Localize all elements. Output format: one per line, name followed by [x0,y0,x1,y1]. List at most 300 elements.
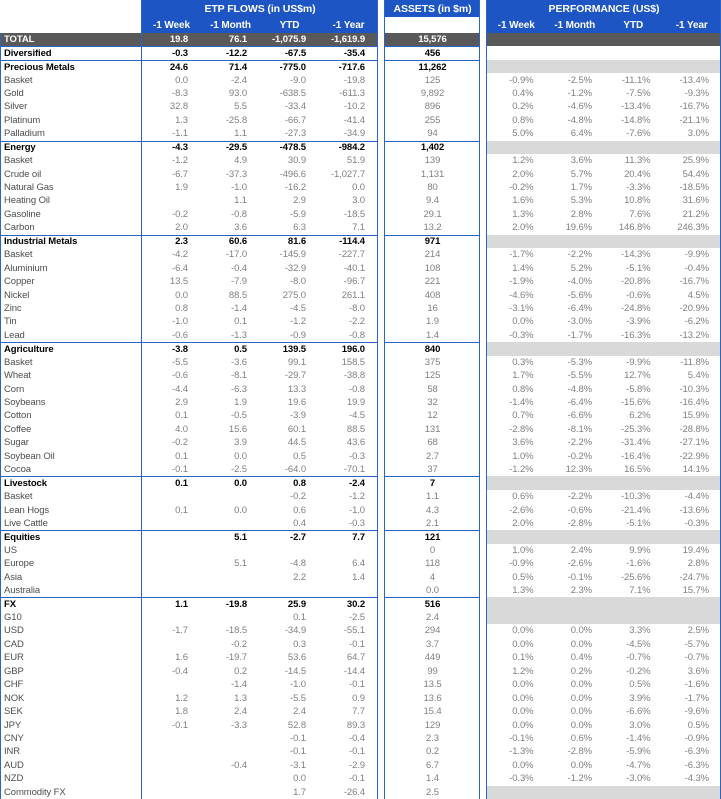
row-label: TOTAL [0,33,142,46]
flow-cell: 0.1 [175,504,188,516]
perf-cell: 15.9% [682,410,709,422]
asset-cell: 12 [427,410,438,422]
flow-cell: -8.3 [172,87,188,99]
flow-cell: 1.2 [175,692,188,704]
asset-cell: 0.0 [426,585,439,597]
perf-cell [663,530,721,543]
flow-cell: 99.1 [287,356,306,368]
flow-cell: 1.3 [234,692,247,704]
flow-cell: -0.1 [349,638,365,650]
table-row [0,194,721,207]
perf-cell: 21.2% [682,208,709,220]
perf-cell: 3.0% [687,128,709,140]
asset-cell: 58 [427,383,438,395]
perf-col-ytd: YTD [604,17,663,33]
flow-cell: 0.0 [352,182,365,194]
asset-cell: 108 [424,262,441,274]
row-label: Industrial Metals [0,235,142,248]
flow-cell: -717.6 [319,60,378,73]
row-label: Lead [4,329,25,341]
flow-cell: -984.2 [319,141,378,154]
asset-cell: 13.6 [423,692,442,704]
flow-cell: -29.5 [201,141,260,154]
perf-cell: 2.8% [570,208,592,220]
flow-cell: 3.9 [234,437,247,449]
perf-cell [546,786,605,799]
perf-cell: 0.0% [570,692,592,704]
asset-cell: 125 [424,370,441,382]
asset-cell: 2.4 [426,612,439,624]
asset-cell: 15.4 [423,706,442,718]
flows-title: ETP FLOWS (in US$m) [142,0,378,17]
perf-cell: -4.7% [626,759,651,771]
perf-cell: 5.3% [570,195,592,207]
flow-cell: -227.7 [338,249,365,261]
flow-cell: 60.6 [201,235,260,248]
row-label: Basket [4,249,33,261]
perf-cell: -2.8% [509,423,534,435]
perf-cell: 5.2% [570,262,592,274]
flow-cell: -40.1 [343,262,365,274]
perf-cell: -8.1% [567,423,592,435]
flow-cell: 24.6 [142,60,201,73]
perf-cell [604,60,663,73]
asset-cell: 375 [424,356,441,368]
table-row [0,315,721,328]
perf-cell: -5.5% [567,370,592,382]
perf-cell [487,342,546,355]
flow-cell: 158.5 [341,356,365,368]
perf-cell: -5.3% [567,356,592,368]
flow-cell: 15.6 [228,423,247,435]
perf-cell [546,611,605,624]
asset-cell: 0.2 [426,746,439,758]
perf-cell: 5.4% [687,370,709,382]
perf-cell [487,33,546,46]
perf-cell: 246.3% [677,222,709,234]
asset-cell: 32 [427,397,438,409]
flow-cell: -38.8 [343,370,365,382]
table-row [0,167,721,180]
perf-cell: 0.0% [512,719,534,731]
table-row [0,275,721,288]
flow-cell: 3.0 [352,195,365,207]
perf-cell: -0.3% [509,773,534,785]
flow-cell: -0.2 [290,491,306,503]
flow-cell: -27.3 [284,128,306,140]
perf-cell: -1.2% [567,773,592,785]
assets-right-border [479,0,480,799]
flow-cell: -0.4 [231,759,247,771]
flow-cell: -0.4 [349,732,365,744]
flow-cell: -0.6 [172,370,188,382]
perf-cell [487,46,546,59]
perf-cell: -11.8% [680,356,709,368]
corner-blank [0,0,142,17]
perf-cell: -16.4% [620,450,651,462]
flow-cell: -3.9 [290,410,306,422]
flow-cell: 2.9 [175,397,188,409]
flows-right-border [377,0,378,799]
flow-cell: -2.2 [349,316,365,328]
perf-cell: 0.4% [570,652,592,664]
perf-cell: 0.0% [570,638,592,650]
row-label: Asia [4,571,23,583]
perf-cell [663,597,721,610]
perf-cell: -24.8% [620,302,651,314]
perf-cell: -4.8% [567,114,592,126]
flow-cell: -2.4 [231,74,247,86]
row-label: Livestock [0,476,142,489]
table-row [0,772,721,785]
flow-cell: -611.3 [339,87,365,99]
perf-cell: 1.3% [512,585,534,597]
flow-cell [142,678,201,691]
perf-cell: 1.3% [512,208,534,220]
perf-cell: 15.7% [682,585,709,597]
flow-cell: 0.2 [234,665,247,677]
perf-cell: -16.7% [679,276,709,288]
flow-cell: 2.4 [293,706,306,718]
flow-cell: -9.0 [290,74,306,86]
row-label: Basket [4,74,33,86]
perf-cell: 0.0% [570,679,592,691]
flow-cell: 81.6 [260,235,319,248]
asset-cell: 408 [424,289,441,301]
flow-cell: 0.1 [175,410,188,422]
flow-cell: 0.8 [260,476,319,489]
asset-cell: 37 [427,464,438,476]
perf-cell: 6.4% [570,128,592,140]
flow-cell [142,745,201,758]
flow-cell: -0.3 [142,46,201,59]
table-row [0,409,721,422]
perf-cell: -13.4% [679,74,709,86]
perf-cell: -16.4% [679,397,709,409]
perf-cell: 0.5% [512,571,534,583]
flow-cell: 0.5 [201,342,260,355]
perf-cell [604,33,663,46]
flow-cell [201,732,260,745]
table-row [0,396,721,409]
perf-cell: -1.2% [567,87,592,99]
perf-cell [604,530,663,543]
flow-cell: 0.0 [175,289,188,301]
perf-cell: -1.9% [509,276,534,288]
perf-cell: -6.2% [684,316,709,328]
table-body [0,33,721,799]
perf-cell: 0.2% [570,665,592,677]
perf-cell: 0.0% [512,692,534,704]
flow-cell: 93.0 [228,87,247,99]
perf-cell [663,141,721,154]
perf-cell: -0.9% [684,732,709,744]
perf-cell: -10.3% [620,491,651,503]
asset-cell: 896 [424,101,441,113]
flow-cell [201,490,260,503]
flow-cell: -4.5 [290,302,306,314]
perf-cell: -1.7% [567,329,592,341]
perf-cell [663,476,721,489]
row-label: SEK [4,706,23,718]
flow-cell [142,194,201,207]
table-row [0,33,721,46]
flow-cell: -3.6 [231,356,247,368]
asset-cell: 15,576 [385,33,480,46]
flow-cell: -0.1 [172,464,188,476]
perf-cell: -2.8% [567,517,592,529]
perf-cell [487,141,546,154]
asset-cell: 99 [427,665,438,677]
perf-cell: -5.9% [626,746,651,758]
row-label: Wheat [4,370,31,382]
perf-cell [663,342,721,355]
perf-cell: 3.3% [629,625,651,637]
flow-cell: -19.7 [225,652,247,664]
row-label: GBP [4,665,24,677]
perf-cell: -1.7% [684,692,709,704]
perf-cell: -4.3% [684,773,709,785]
perf-cell: -25.6% [620,571,651,583]
flow-cell: 0.0 [175,74,188,86]
flow-cell: -17.0 [225,249,247,261]
flow-cell: -2.9 [349,759,365,771]
perf-cell: -0.1% [509,732,534,744]
table-row [0,759,721,772]
flow-cell: -1,027.7 [330,168,365,180]
flow-cell: 0.0 [234,504,247,516]
flow-cell: 2.2 [293,571,306,583]
flow-cell: -8.1 [231,370,247,382]
table-row [0,678,721,691]
table-row [0,261,721,274]
asset-cell: 221 [424,276,441,288]
table-row [0,436,721,449]
row-label: Palladium [4,128,45,140]
perf-cell: 0.0% [512,625,534,637]
flow-cell [201,772,260,785]
asset-cell: 2.5 [426,786,439,798]
flow-cell: -14.4 [343,665,365,677]
flow-cell: -35.4 [319,46,378,59]
perf-cell: 0.6% [570,732,592,744]
perf-cell [604,476,663,489]
flow-cell: -14.5 [284,665,306,677]
flow-cell [201,611,260,624]
table-row [0,329,721,342]
flow-cell: -55.1 [343,625,365,637]
flow-cell [142,544,201,557]
perf-cell: 146.8% [618,222,651,234]
row-label: NOK [4,692,25,704]
asset-cell: 16 [427,302,438,314]
asset-cell: 2.3 [426,732,439,744]
flow-cell: -1.4 [231,679,247,691]
asset-cell: 214 [424,249,441,261]
perf-cell: 3.6% [570,155,592,167]
row-label: Precious Metals [0,60,142,73]
perf-cell: 1.0% [512,544,534,556]
flow-cell: 13.3 [287,383,306,395]
perf-cell: 25.9% [682,155,709,167]
row-label: Heating Oil [4,195,50,207]
perf-cell: -3.0% [567,316,592,328]
perf-cell: -15.6% [620,397,651,409]
flow-cell: 0.1 [293,612,306,624]
flow-cell: -0.1 [290,732,306,744]
perf-cell [546,530,605,543]
flow-cell: 30.2 [319,597,378,610]
perf-cell: -5.7% [684,638,709,650]
flows-col-month: -1 Month [201,17,260,33]
perf-cell: -3.0% [626,773,651,785]
perf-cell: -3.3% [626,182,651,194]
perf-cell: 0.8% [512,383,534,395]
perf-cell [487,597,546,610]
table-row [0,342,721,355]
header-title-row [0,0,721,17]
row-label: Equities [0,530,142,543]
flow-cell: -0.2 [231,638,247,650]
flow-cell: -0.1 [290,746,306,758]
flow-cell: -64.0 [284,464,306,476]
perf-cell: -27.1% [679,437,709,449]
asset-cell: 6.7 [426,759,439,771]
row-label: Cotton [4,410,32,422]
perf-cell [487,611,546,624]
assets-header-blank [385,17,480,33]
flow-cell: -4.3 [142,141,201,154]
table-row [0,732,721,745]
flow-cell: -3.8 [142,342,201,355]
table-row [0,745,721,758]
flow-cell [142,759,201,772]
perf-cell: -14.8% [620,114,651,126]
flow-cell: -0.1 [349,679,365,691]
flows-col-week: -1 Week [142,17,201,33]
flow-cell: 1.1 [234,195,247,207]
flow-cell: 25.9 [260,597,319,610]
flow-cell: -0.2 [172,437,188,449]
perf-cell: -13.2% [679,329,709,341]
flow-cell: 51.9 [346,155,365,167]
flow-cell: 19.6 [287,397,306,409]
flow-cell: -0.6 [172,329,188,341]
flow-cell [201,571,260,584]
row-label: Australia [4,585,41,597]
asset-cell: 1.1 [426,491,439,503]
header-columns-row [0,17,721,33]
performance-title: PERFORMANCE (US$) [487,0,721,17]
flow-cell: 1.1 [234,128,247,140]
table-row [0,705,721,718]
perf-cell: -0.6% [626,289,651,301]
perf-cell: 0.8% [512,114,534,126]
flow-cell: 7.7 [319,530,378,543]
asset-cell: 11,262 [385,60,480,73]
row-label: Basket [4,491,33,503]
perf-cell: -21.4% [620,504,651,516]
perf-cell: 12.7% [624,370,651,382]
perf-cell: -0.6% [567,504,592,516]
perf-cell: 0.6% [512,491,534,503]
perf-cell: -5.1% [626,517,651,529]
perf-cell: -0.7% [684,652,709,664]
perf-cell: 4.5% [687,289,709,301]
row-label: Agriculture [0,342,142,355]
perf-cell: -6.4% [567,302,592,314]
perf-cell: -4.8% [567,383,592,395]
perf-cell: -18.5% [679,182,709,194]
flow-cell: 0.0 [201,476,260,489]
perf-cell: -5.6% [567,289,592,301]
perf-cell: -6.3% [684,746,709,758]
asset-cell: 13.2 [423,222,442,234]
perf-cell: -0.2% [509,182,534,194]
perf-cell: -1.4% [626,732,651,744]
perf-cell [604,597,663,610]
table-row [0,638,721,651]
flow-cell: 2.9 [293,195,306,207]
perf-cell [663,60,721,73]
perf-cell: -2.2% [567,437,592,449]
perf-cell: 11.3% [624,155,651,167]
table-row [0,369,721,382]
perf-cell: -9.3% [684,87,709,99]
perf-cell: -24.7% [679,571,709,583]
flow-cell: 53.6 [287,652,306,664]
flow-cell [201,544,260,557]
flow-cell: -775.0 [260,60,319,73]
perf-cell [663,611,721,624]
table-row [0,154,721,167]
table-row [0,597,721,610]
asset-cell: 121 [385,530,480,543]
flow-cell: 43.6 [346,437,365,449]
perf-cell: -11.1% [621,74,651,86]
flow-cell: -1.3 [231,329,247,341]
asset-cell: 1,402 [385,141,480,154]
flow-cell: 52.8 [287,719,306,731]
flow-cell: -2.5 [349,612,365,624]
table-row [0,235,721,248]
perf-cell: 1.2% [512,665,534,677]
row-label: Corn [4,383,25,395]
flow-cell: -33.4 [284,101,306,113]
flow-cell: -0.1 [172,719,188,731]
asset-cell: 0 [429,544,436,556]
table-row [0,127,721,140]
flow-cell: -19.8 [343,74,365,86]
table-row [0,718,721,731]
asset-cell: 7 [385,476,480,489]
perf-cell: -5.8% [626,383,651,395]
perf-cell: -1.6% [684,679,709,691]
perf-cell: 2.5% [687,625,709,637]
flow-cell [142,611,201,624]
flow-cell: -4.5 [349,410,365,422]
perf-cell: -4.4% [684,491,709,503]
perf-col-year: -1 Year [663,17,721,33]
table-row [0,665,721,678]
perf-cell: -13.6% [679,504,709,516]
row-label: Crude oil [4,168,42,180]
asset-cell: 118 [425,558,440,570]
flow-cell [319,544,378,557]
table-row [0,356,721,369]
perf-cell: -31.4% [620,437,651,449]
row-label: Aluminium [4,262,48,274]
